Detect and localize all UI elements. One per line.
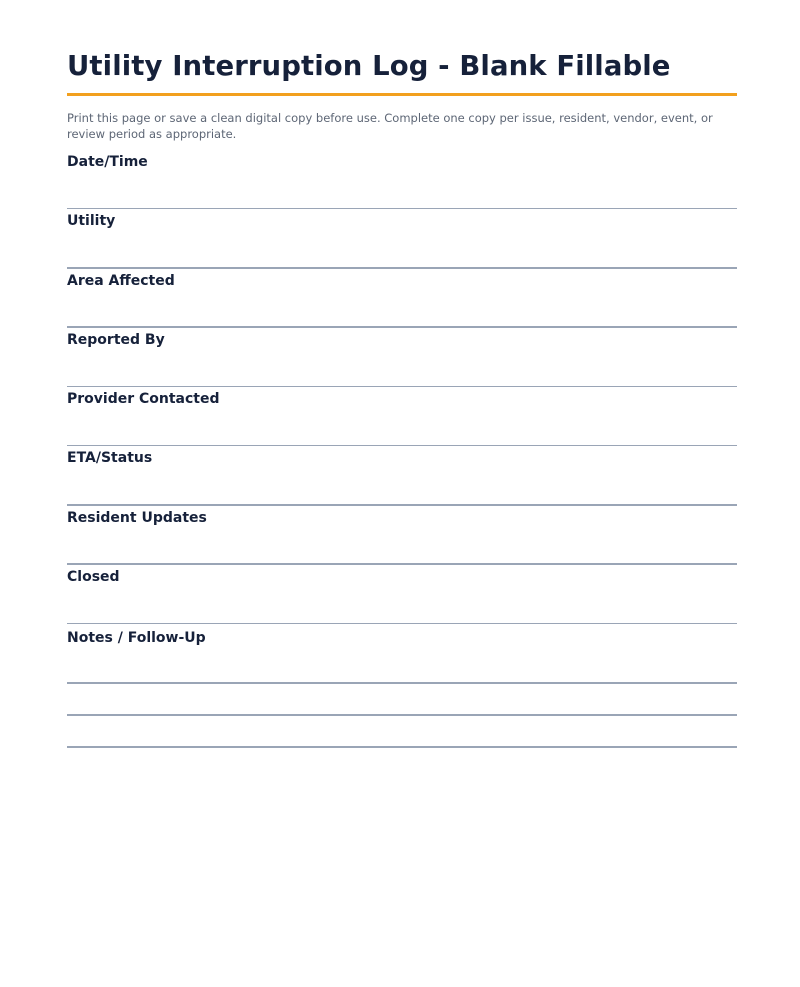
field-label: Resident Updates [67,509,207,526]
instructions-text: Print this page or save a clean digital copy before use. Complete one copy per issue, resident, vendor, event, or review period as appropriate. [67,111,713,141]
field-label: Reported By [67,331,165,348]
page-title: Utility Interruption Log - Blank Fillable [67,50,671,82]
field-provider-contacted[interactable] [67,387,737,446]
field-resident-updates[interactable] [67,506,737,565]
field-reported-by[interactable] [67,328,737,387]
field-label: Provider Contacted [67,391,220,407]
form-page [67,0,737,647]
field-date-time[interactable] [67,150,737,209]
field-label: Utility [67,213,116,230]
field-eta-status[interactable] [67,446,737,505]
field-label: Notes / Follow-Up [67,630,206,646]
field-notes-follow-up[interactable] [67,624,737,647]
field-label: ETA/Status [67,450,153,467]
field-closed[interactable] [67,565,737,624]
field-label: Date/Time [67,154,148,170]
notes-entry-line-1[interactable] [67,682,737,684]
form-fields [67,150,737,647]
title-underline [67,93,737,96]
field-label: Area Affected [67,272,175,289]
notes-entry-line-3[interactable] [67,746,737,748]
notes-entry-line-2[interactable] [67,714,737,716]
field-utility[interactable] [67,209,737,268]
field-area-affected[interactable] [67,269,737,328]
field-label: Closed [67,568,120,585]
